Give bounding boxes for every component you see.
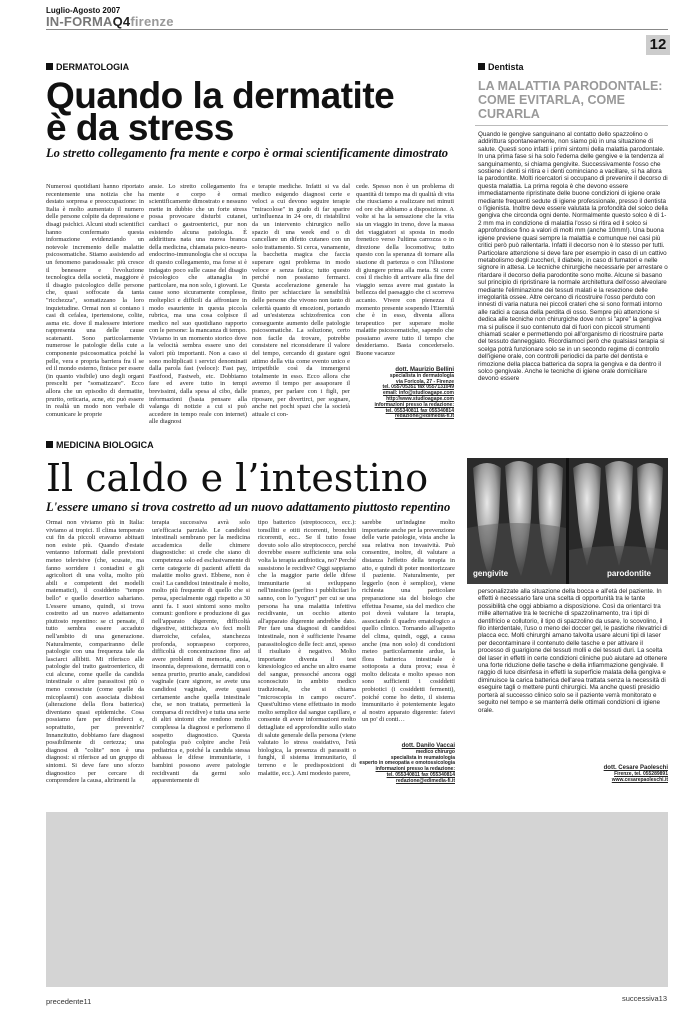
- author-name: dott. Cesare Paoleschi: [603, 765, 668, 771]
- article2-col4: sarebbe un'indagine molto importante anche per la prevenzione delle varie patologie, vista anche la sua relativa non invasività. Può consentire, inoltre, di valutare a distanza l'effetto della terapia in atto, e quindi di poter monitorizzare il paziente. Naturalmente, per leggerlo (non è semplice), viene richiesta una particolare preparazione sia del biologo che effettua l'esame, sia del medico che poi dovrà valutare la terapia, associando il quadro ematologico a quello clinico. Tornando all'aspetto del clima, quindi, oggi, a causa anche (ma non solo) di condizioni meteo particolarmente ardue, la flora batterica intestinale è sottoposta a dura prova; essa è molto delicata e molto spesso non sono sufficienti i cosiddetti probiotici (i cosiddetti fermenti), poiché come ho detto, il sistema immunitario è potentemente legato al nostro apparato digerente: fatevi un po' di conti…: [362, 519, 455, 724]
- author-website[interactable]: http://www.studioagape.com: [386, 395, 454, 402]
- xray-label-right: parodontite: [607, 569, 651, 578]
- article2-col2: terapia successiva avrà solo un'efficacia parziale. Le candidosi intestinali sembrano per la medicina accademica delle chimere diagnostiche: si crede che siano di competenza solo ed esclusivamente di certe categorie di pazienti affetti da malattie molto gravi. Ebbene, non è così! La candidosi intestinale è molto, molto più frequente di quello che si pensa, specialmente oggi rispetto a 30 anni fa. I suoi sintomi sono molto comuni: gonfiore e produzione di gas nell'apparato digerente, difficoltà digestive, stitichezza e/o feci molli diarroiche, cefalea, stanchezza profonda, sopraspeso corporeo, difficoltà di concentrazione fino ad avere problemi di memoria, ansia, insonnia, depressione, dermatiti con o senza prurito, prurito anale, candidosi vaginale (care signore, se avete una candidosi vaginale, avete quasi certamente anche quella intestinale che, se non trattata, permetterà la comparsa di recidive) e tutta una serie di altri sintomi che rendono molto complessa la diagnosi e perlomeno il sospetto diagnostico. Questa patologia può colpire anche l'età pediatrica e, poiché la candida stessa abbassa le difese immunitarie, i bambini possono avere patologie recidivanti da germi solo apparentemente di: [152, 519, 250, 785]
- section-text: MEDICINA BIOLOGICA: [56, 440, 154, 450]
- author-role3: esperto in omeopatia e omotossicologia: [359, 760, 455, 767]
- article2-title: Il caldo e l’intestino: [46, 456, 429, 500]
- article1-col1: Numerosi quotidiani hanno riportato recentemente una notizia che ha destato sorpresa e preoccupazione: in Italia è molto aumentato il numero delle persone colpite da depressione e disagi psichici. Alcuni studi scientifici hanno confermato questa informazione evidenziando un notevole incremento delle malattie psicosomatiche. Stiamo assistendo ad un fenomeno paradossale: più cresce il benessere e l'evoluzione tecnologica della società, maggiore è il disagio psicologico delle persone che, quasi soffocate da tanta "ricchezza", somatizzano la loro inquietudine. Ormai non si contano i casi di cefalea, ipertensione, colite, asma etc. dove il malessere interiore rappresenta una delle cause scatenanti. Sono particolarmente numerose le patologie della cute a componente psicosomatica poiché la pelle, vera e propria barriera fra il se ed il mondo esterno, finisce per essere (in quanto visibile) uno degli organi prescelti per "somatizzare". Ecco allora che un episodio di dermatite, prurito, orticaria, acne, etc può essere in realtà un modo non verbale di comunicare le proprie: [46, 183, 144, 418]
- author-role: specialista in dermatologia: [389, 372, 454, 379]
- editorial-phone: tel. 055340811 fax 055340814: [386, 771, 455, 778]
- article1-col2: ansie. Lo stretto collegamento fra mente e corpo è ormai scientificamente dimostrato e nessuno mette in dubbio che un forte stress possa provocare disturbi cutanei, cardiaci o gastroenterici, pur non esistendo alcuna patologia. È addirittura nata una nuova branca della medicina, chiamata psico-neuro-endocrino-immunologia che si occupa di questo collegamento, ma forse si è indagato poco sulle cause del disagio psicologico che attanaglia in particolare, ma non solo, i giovani. Le cause sono sicuramente complesse, molteplici e difficili da affrontare in modo esauriente in questa piccola rubrica, ma una cosa colpisce il medico nel suo quotidiano rapporto con le persone: la mancanza di tempo. Viviamo in un momento storico dove la velocità sembra essere uno dei valori più importanti. Non a caso si sono moltiplicati i servizi denominati dalla parola fast (veloce): Fast pay, Fastfood, Fastweb, etc. Dobbiamo fare ed avere tutto in tempi brevissimi, dalla spesa al cibo, dalle informazioni (basta pensare alla valanga di notizie a cui si può accedere in tempo reale con internet) alle diagnosi: [149, 183, 247, 426]
- article1-title-line1: Quando la dermatite: [46, 75, 395, 116]
- section-text: Dentista: [488, 62, 524, 72]
- article1-title-line2: è da stress: [46, 107, 234, 148]
- author-email[interactable]: email: info@studioagape.com: [383, 390, 454, 397]
- section-label-dermatologia: [46, 62, 129, 72]
- editorial-email[interactable]: redazione@edimedia-fi.it: [395, 777, 455, 784]
- article2-deck: L'essere umano si trova costretto ad un nuovo adattamento piuttosto repentino: [46, 500, 451, 514]
- article1-col4: cede. Spesso non è un problema di quantità di tempo ma di qualità di vita che riusciamo a realizzare nei minuti od ore che abbiamo a disposizione. A volte si ha la sensazione che la vita sia un viaggio in treno, dove la massa dei viaggiatori si sposta in modo frenetico verso l'ultima carrozza o in direzione della locomotiva; tutto questo con la speranza di tornare alla stazione di partenza o con l'illusione di giungere prima alla meta. Si corre così il rischio di arrivare alla fine del viaggio senza avere mai gustato la bellezza del paesaggio che ci scorreva accanto. Vivere con pienezza il momento presente sospendo l'Eternità che è in esso, diventa allora terapeutico per superare molte malattie psicosomatiche, sapendo che possiamo avere tutto il tempo che desideriamo. Basta concederselo. Buone vacanze: [356, 183, 454, 358]
- author-name: dott. Maurizio Bellini: [395, 367, 454, 373]
- article3-title: LA MALATTIA PARODONTALE: COME EVITARLA, COME CURARLA: [478, 79, 663, 121]
- xray-label-left: gengivite: [473, 569, 509, 578]
- masthead-title: [46, 14, 174, 29]
- section-text: DERMATOLOGIA: [56, 62, 130, 72]
- author-name: dott. Danilo Vaccai: [401, 743, 455, 749]
- page-number: 12: [646, 35, 670, 55]
- section-label-dentista: [478, 62, 524, 72]
- article2-signature: [344, 744, 455, 785]
- masthead-name-c: firenze: [130, 14, 174, 29]
- masthead-name-a: IN-FORMA: [46, 14, 113, 29]
- advertisement-placeholder: [46, 812, 668, 987]
- article1-col3: e terapie mediche. Infatti si va dal medico esigendo diagnosi certe e veloci a cui devono seguire terapie "miracolose" in grado di far sparire un'influenza in 24 ore, di ristabilirsi da un intervento chirurgico nello spazio di una week end o di cancellare un difetto cutaneo con un solo trattamento. Si cerca, vanamente, la bacchetta magica che faccia superare ogni problema in modo veloce e senza fatica; tutto questo perché non possiamo fermarci. Questa accelerazione generale ha finito per schiacciare la sensibilità delle persone che vivono non tanto di celerità quanto di emozioni, portando ad un'esistenza schizofrenica con conseguente aumento delle patologie psicosomatiche. La soluzione, certo non facile da trovare, potrebbe consistere nel riconsiderare il valore del tempo, cercando di gustare ogni attimo della vita come evento unico e irripetibile così da immergersi totalmente in esso. Ecco allora che avremo il tempo per assaporare il pranzo, per parlare con i figli, per riposare, per divertirci, per sognare, anche nei pochi spazi che la società attuale ci con-: [252, 183, 350, 418]
- article3-rule: [475, 125, 668, 126]
- article1-title: [46, 75, 456, 148]
- article3-signature: [560, 766, 668, 783]
- author-phone: tel. 055705351 fax 0557131049: [382, 384, 454, 391]
- editorial-info: informazioni presso la redazione:: [375, 766, 455, 773]
- masthead-name-b: Q4: [112, 14, 131, 29]
- editorial-email[interactable]: redazione@edimedia-fi.it: [394, 413, 454, 420]
- issue-date: Luglio-Agosto 2007: [46, 6, 121, 15]
- article2-col1: Ormai non viviamo più in Italia: viviamo ai tropici. Il clima temperato cui fin da piccoli eravamo abituati non esiste più. Quando d'estate ventanno informati dalle previsioni meteo televisive (che, scusate, ma fanno sorridere i contadini e gli agricoltori di una volta, molto più abili e competenti dei modelli matematici), il cosiddetto "tempo bello" e quello desertico sahariano. L'essere umano, quindi, si trova costretto ad un nuovo adattamento piuttosto repentino: se ci pensate, il tutto sembra essere accaduto nell'ambito di una generazione. Naturalmente, compariranno delle patologie con una frequenza tale da lasciarci allibiti. Mi riferisco alle patologie del tratto gastroenterico, di cui alcune, come quelle da candida intestinale o altre parassitosi più o meno conosciute (come quelle da micoplasmi) con associata disbiosi (alterazione della flora batterica) diventano quasi epidemiche. Cosa possiamo fare per difenderci e, soprattutto, per prevenirle? Innanzitutto, dobbiamo fare diagnosi possibilmente di certezza; una diagnosi di "colite" non è una diagnosi: si riferisce ad un gruppo di sintomi. Si deve fare uno sforzo diagnostico per cercare di comprendere la causa, altrimenti la: [46, 519, 144, 785]
- author-phone: Firenze, tel. 055289891: [614, 770, 668, 777]
- dental-xray-image: [467, 458, 668, 584]
- author-website[interactable]: www.cesarepaoleschi.it: [611, 776, 668, 783]
- editorial-info: informazioni presso la redazione:: [374, 401, 454, 408]
- section-label-medicina-biologica: [46, 440, 154, 450]
- xray-teeth-graphic: [467, 458, 668, 584]
- author-role: medico chirurgo: [415, 748, 455, 755]
- article3-body2: personalizzate alla situazione della bocca e all'età del paziente. In effetti è necessario fare una scelta di opportunità tra le tante possibilità che oggi abbiamo a disposizione. Così da orientarci tra mille alternative tra le tecniche di spazzolinamento, tra i tipi di dentifricio e collutorio, il tipo di spazzolino da usare, lo scovolino, il filo interdentale, l'uso o meno dei doccer gel, le pastiche rilevatrici di placca ecc. Molti chirurghi amano talvolta usare alcuni tipi di laser per decontaminare il contenuto delle tasche e per attivare il processo di guarigione dei tessuti molli e dei tessuti duri. La scelta del laser in effetti in certe condizioni cliniche può aiutare ad ottenere una forte riduzione delle tasche e della infiammazione gengivale. Il raggio di luce disinfesa in effetti la superficie malata della gengiva e diminuisce la carica batterica dell'area trattata senza la necessità di eseguire tagli o mettere punti chirurgici. Ma anche questi presidio porterà al successo clinico solo se il paziente verrà monitorato e seguito nel tempo e se manterrà delle ottimali condizioni di igiene orale.: [478, 588, 668, 714]
- author-role2: specialista in reumatologia: [390, 754, 455, 761]
- masthead-rule: [46, 29, 668, 30]
- author-address: via Foricola, 27 - Firenze: [395, 378, 454, 385]
- article2-col3: tipo batterico (streptococco, ecc.): tonsilliti e otiti ricorrenti, bronchiti ricorrenti, ecc.. Se il tutto fosse dovuto solo allo streptococco, perché dovrebbe essere sufficiente una sola volta la terapia antibiotica, no? Perché sussistono le recidive? Oggi sappiamo che la maggior parte delle difese immunitarie si sviluppano nell'intestino (perfino i pubblicitari lo sanno, con lo "yogurt" per cui se una persona ha una malattia infettiva recidivante, un occhio attento all'apparato digerente andrebbe dato. Per fare una diagnosi di candidosi intestinale, non è sufficiente l'esame parassitologico delle feci: anzi, spesso il risultato è negativo. Molto importante diventa il test kinesiologico ed anche un altro esame del sangue, pressoché ancora oggi sconosciuto in ambito medico tradizionale, che si chiama "microscopia in campo oscuro". Quest'ultimo viene effettuato in modo molto semplice dal sangue capillare, e consente di avere informazioni molto dettagliate ed approfondite sullo stato di salute generale della persona (viene valutato lo stress ossidativo, l'età biologica, la presenza di parassiti o funghi, il sistema immunitario, il terreno e le predisposizioni di malattie, ecc.). Ami modesto parere,: [258, 519, 356, 777]
- footer-previous-page[interactable]: precedente11: [46, 997, 92, 1006]
- article1-signature: [340, 368, 454, 420]
- editorial-phone: tel. 055340811 fax 055340814: [385, 407, 454, 414]
- article3-body1: Quando le gengive sanguinano al contatto dello spazzolino o addirittura spontaneamente, non siamo più in una situazione di salute. Questi sono infatti i primi sintomi della malattia parodontale. In una prima fase si ha solo l'edema delle gengive e la tendenza al sanguinamento, si chiama gengivite. Successivamente l'osso che sostiene i denti si ritira e i denti cominciano a vacillare, si ha allora la parodontite. Molti ricercatori si occupano di prevenire il decorso di questa malattia. La prima regola è che devono essere immediatamente ripristinate delle buone condizioni di igiene orale mediante frequenti sedute di igiene professionale, presso il dentista o l'igienista. Inoltre deve essere valutata la profondità del solco della gengiva che circonda ogni dente. Normalmente questo solco è di 1-2 mm ma in condizione di malattia l'osso si ritira ed il solco si approfondisce fino a valori di molti mm (anche 10mm!). Una buona igiene previene quasi sempre la malattia e comunque nei casi più critici però può rallentarla. Infatti il decorso non è lo stesso per tutti. Particolare attenzione si deve fare per esempio in caso di un cattivo metabolismo degli zuccheri, il diabete, in caso di fumatori e nelle signore in attesa. Le tecniche chirurgiche necessarie per arrestare o ritardare il decorso della parodontite sono molte. Alcune si basano sul principio di ripristinare la normale architettura dell'osso alveolare mediante l'eliminazione dei tessuti malati e la resezione delle irregolarità ossee. Altre cercano di ricostruire l'osso perduto con innesti di varia natura nei piccoli crateri che si sono formati intorno alle radici a causa della perdita di osso. Sempre più attenzione si dedica alle tecniche non chirurgiche dove non si "apre" la gengiva ma si pulisce il suo contenuto dal di fuori con piccoli strumenti chiamati scaler e permettendo poi all'organismo di ricostruire parte del tessuto danneggiato. Ricordiamoci però che qualsiasi terapia si scelga potrà funzionare solo se in un secondo regime di controllo dell'igiene orale, con controlli periodici da parte del dentista e rimozione della placca batterica da sopra la gengiva e da dentro il solco gengivale. Anche le tecniche di igiene orale domiciliare devono essere: [478, 131, 668, 383]
- footer-next-page[interactable]: successiva13: [622, 994, 668, 1003]
- article1-deck: Lo stretto collegamento fra mente e corpo è ormai scientificamente dimostrato: [46, 146, 449, 160]
